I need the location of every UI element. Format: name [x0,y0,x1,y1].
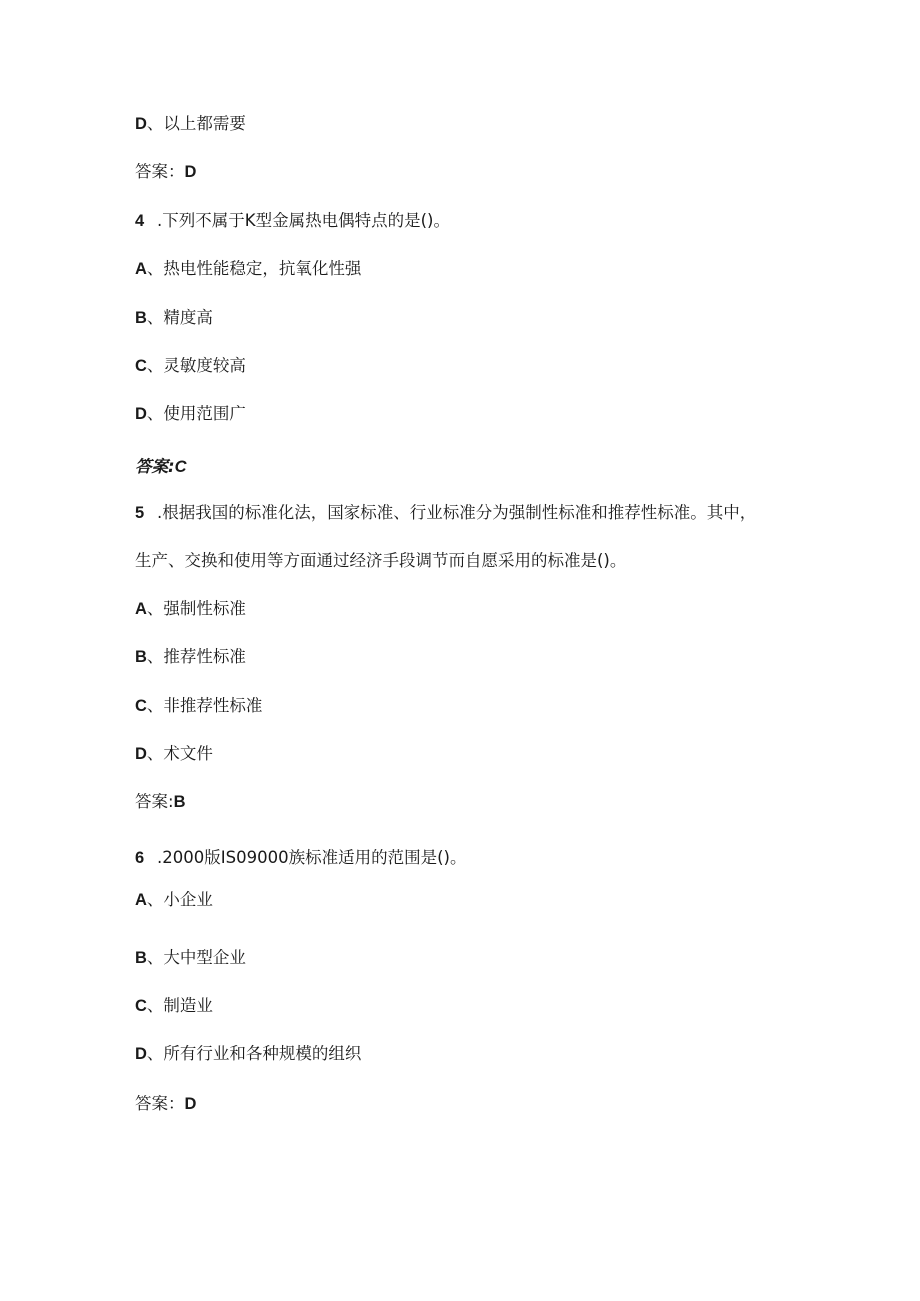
option-q6-a [135,889,213,911]
answer-q5 [135,791,185,813]
option-separator: 、 [146,404,164,423]
option-separator: 、 [146,996,164,1015]
option-label: A [135,260,147,278]
option-text: 非推荐性标准 [163,696,263,715]
answer-value: D [184,1095,197,1113]
answer-value: B [173,793,186,811]
answer-prefix: 答案： [135,1094,185,1113]
option-label: C [135,697,147,715]
option-separator: 、 [146,696,164,715]
option-q5-b [135,646,246,668]
option-label: B [135,648,147,666]
option-separator: 、 [146,890,164,909]
option-text: 所有行业和各种规模的组织 [163,1044,362,1063]
question-text: .2000版IS09000族标准适用的范围是()。 [157,848,467,867]
option-separator: 、 [146,647,164,666]
question-6 [135,847,466,869]
option-q3-d [135,113,246,135]
option-separator: 、 [146,744,164,763]
option-q4-b [135,307,213,329]
answer-prefix: 答案: [135,792,174,811]
option-q4-c [135,355,246,377]
answer-prefix: 答案: [135,457,175,476]
option-text: 灵敏度较高 [163,356,246,375]
option-q6-b [135,947,246,969]
option-separator: 、 [146,308,164,327]
option-label: C [135,997,147,1015]
option-text: 制造业 [163,996,213,1015]
option-q6-c [135,995,213,1017]
option-text: 小企业 [163,890,213,909]
question-number: 6 [135,849,145,867]
option-text: 术文件 [163,744,213,763]
question-text: .下列不属于K型金属热电偶特点的是()。 [157,211,450,230]
answer-q3 [135,161,196,183]
option-q5-a [135,598,246,620]
answer-q6 [135,1093,196,1115]
option-text: 大中型企业 [163,948,246,967]
option-text: 强制性标准 [163,599,246,618]
option-label: B [135,309,147,327]
question-text-continued: 生产、交换和使用等方面通过经济手段调节而自愿采用的标准是()。 [135,551,627,570]
option-label: A [135,600,147,618]
option-separator: 、 [146,259,164,278]
answer-value: D [184,163,197,181]
option-q6-d [135,1043,361,1065]
option-separator: 、 [146,356,164,375]
option-text: 推荐性标准 [163,647,246,666]
option-label: D [135,405,147,423]
option-label: D [135,1045,147,1063]
option-label: D [135,115,147,133]
option-separator: 、 [146,948,164,967]
option-separator: 、 [146,1044,164,1063]
option-label: C [135,357,147,375]
option-text: 以上都需要 [163,114,246,133]
option-label: A [135,891,147,909]
answer-q4 [135,456,187,478]
option-q4-d [135,403,246,425]
option-separator: 、 [146,599,164,618]
option-text: 使用范围广 [163,404,246,423]
option-text: 精度高 [163,308,213,327]
answer-value: C [174,458,187,476]
option-text: 热电性能稳定，抗氧化性强 [163,259,362,278]
option-q5-c [135,695,262,717]
option-label: B [135,949,147,967]
question-number: 4 [135,212,145,230]
question-number: 5 [135,504,145,522]
option-separator: 、 [146,114,164,133]
option-label: D [135,745,147,763]
question-5-continuation [135,550,626,572]
question-text: .根据我国的标准化法，国家标准、行业标准分为强制性标准和推荐性标准。其中， [157,503,757,522]
option-q5-d [135,743,213,765]
answer-prefix: 答案： [135,162,185,181]
question-5 [135,502,756,524]
option-q4-a [135,258,361,280]
question-4 [135,210,450,232]
